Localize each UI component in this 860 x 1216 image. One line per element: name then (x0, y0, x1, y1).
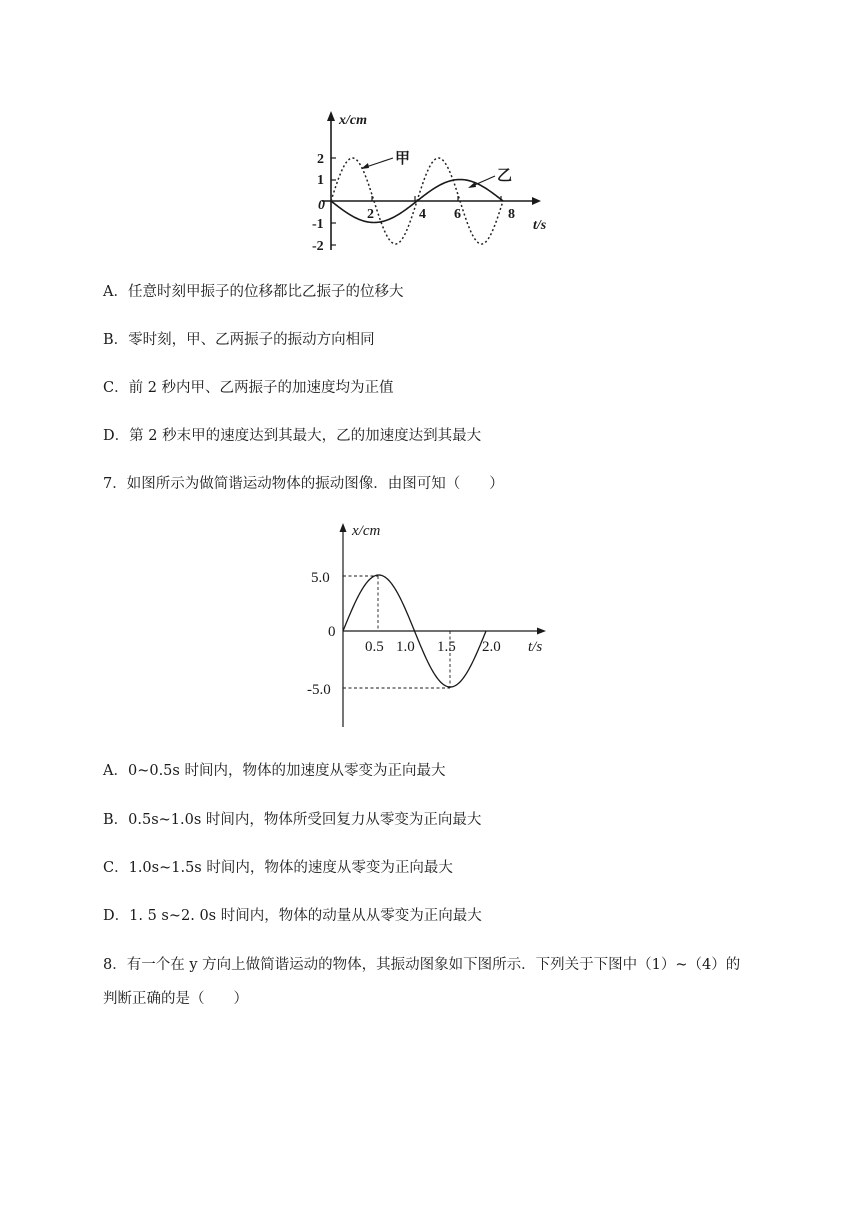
q6-option-a: A．任意时刻甲振子的位移都比乙振子的位移大 (103, 284, 404, 300)
fig1-jia-leader-arrow (361, 163, 369, 169)
fig2-origin-label: 0 (328, 624, 336, 640)
fig1-xtick-label: 2 (367, 207, 374, 222)
fig1-label-yi: 乙 (497, 166, 513, 184)
fig1-xtick-label: 4 (419, 207, 426, 222)
fig1-ytick-label: 1 (317, 173, 324, 188)
fig2-xtick-label: 2.0 (482, 639, 501, 655)
q6-option-b: B．零时刻，甲、乙两振子的振动方向相同 (103, 332, 375, 348)
q7-option-c: C．1.0s~1.5s 时间内，物体的速度从零变为正向最大 (103, 860, 453, 876)
figure-1-graph (300, 104, 550, 260)
q8-stem-line-1: 8．有一个在 y 方向上做简谐运动的物体，其振动图象如下图所示．下列关于下图中（1）~（4）的 (103, 957, 741, 973)
q7-option-a: A．0~0.5s 时间内，物体的加速度从零变为正向最大 (103, 763, 446, 779)
fig1-xtick-label: 6 (454, 207, 461, 222)
fig2-xlabel: t/s (528, 639, 543, 655)
fig2-ylabel: x/cm (352, 523, 381, 539)
q6-option-c: C．前 2 秒内甲、乙两振子的加速度均为正值 (103, 380, 394, 396)
fig1-origin-label: 0 (318, 198, 325, 213)
q6-option-d: D．第 2 秒末甲的速度达到其最大，乙的加速度达到其最大 (103, 428, 482, 444)
fig1-yi-leader-arrow (468, 182, 476, 188)
fig2-y-arrow (340, 523, 347, 532)
fig1-ytick-label: 2 (317, 152, 324, 167)
figure-2-graph (300, 512, 560, 734)
fig2-xtick-label: 0.5 (365, 639, 384, 655)
q7-stem: 7．如图所示为做简谐运动物体的振动图像．由图可知（ ） (103, 476, 504, 492)
fig1-x-arrow (532, 197, 541, 205)
q8-stem-line-2: 判断正确的是（ ） (103, 991, 248, 1007)
fig2-ytick-label: 5.0 (311, 570, 330, 586)
fig1-ylabel: x/cm (339, 113, 367, 128)
fig2-ytick-label: -5.0 (307, 682, 331, 698)
fig2-x-arrow (537, 628, 546, 635)
fig2-xtick-label: 1.5 (437, 639, 456, 655)
fig1-y-arrow (327, 111, 335, 121)
fig2-xtick-label: 1.0 (396, 639, 415, 655)
fig1-ytick-label: -2 (312, 239, 324, 254)
fig1-label-jia: 甲 (395, 149, 411, 167)
fig1-ytick-label: -1 (312, 217, 324, 232)
fig1-xtick-label: 8 (508, 207, 515, 222)
q7-option-b: B．0.5s~1.0s 时间内，物体所受回复力从零变为正向最大 (103, 812, 482, 828)
q7-option-d: D．1. 5 s~2. 0s 时间内，物体的动量从从零变为正向最大 (103, 908, 482, 924)
fig1-xlabel: t/s (533, 218, 547, 233)
